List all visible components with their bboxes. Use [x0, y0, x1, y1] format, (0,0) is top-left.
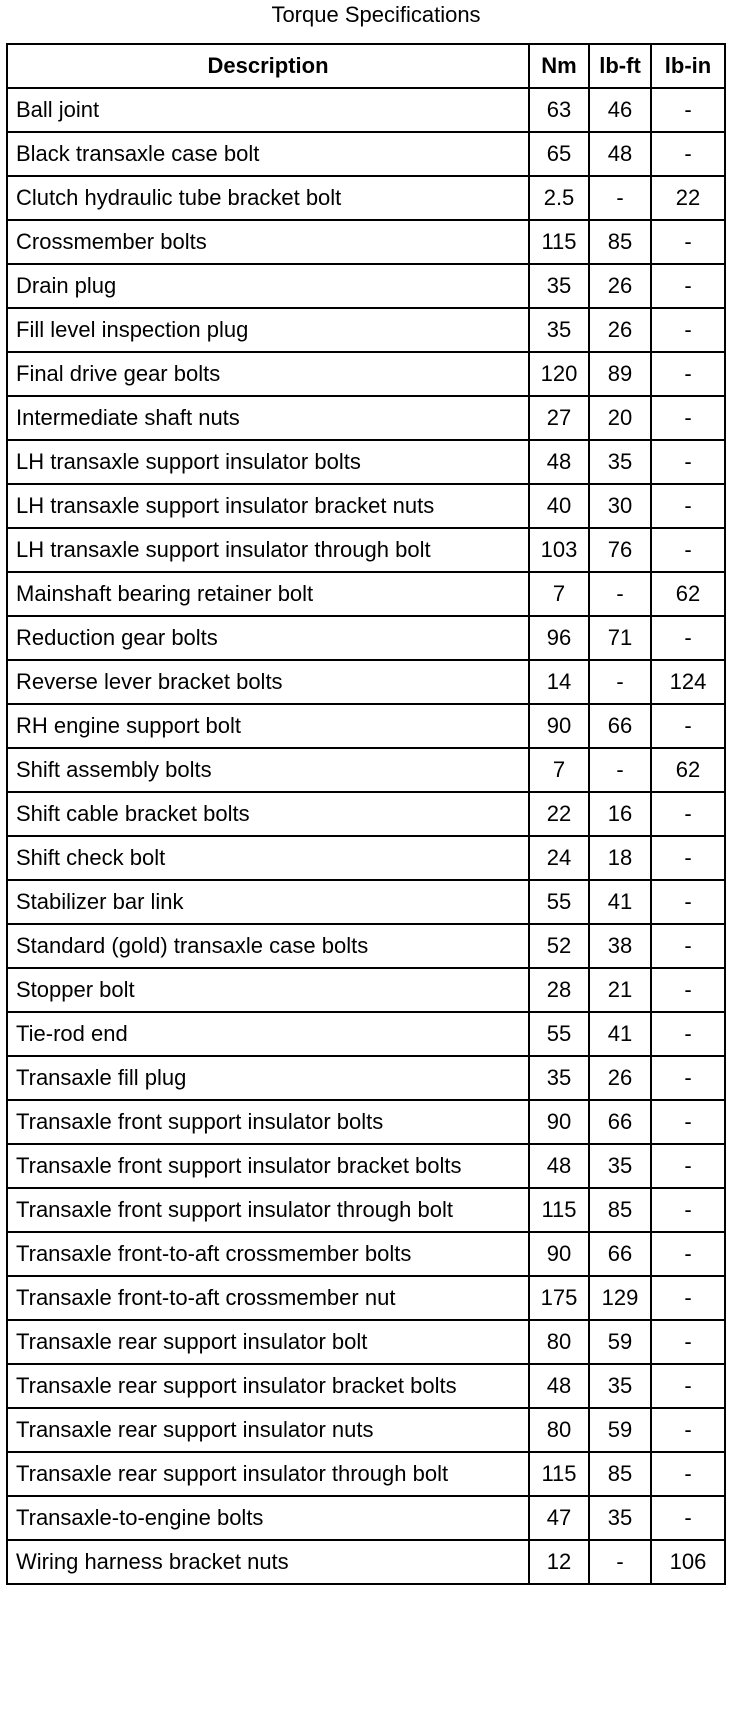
table-row — [7, 836, 725, 880]
table-row — [7, 484, 725, 528]
cell-nm: 65 — [529, 132, 589, 176]
cell-description: Transaxle front support insulator bolts — [7, 1100, 529, 1144]
column-header-lbft: lb-ft — [589, 44, 651, 88]
table-row — [7, 1100, 725, 1144]
cell-description: Transaxle rear support insulator bracket bolts — [7, 1364, 529, 1408]
cell-description: RH engine support bolt — [7, 704, 529, 748]
cell-lbin: 106 — [651, 1540, 725, 1584]
cell-nm: 7 — [529, 748, 589, 792]
table-row — [7, 1496, 725, 1540]
cell-lbin: - — [651, 616, 725, 660]
cell-lbin: - — [651, 264, 725, 308]
cell-lbft: 35 — [589, 440, 651, 484]
cell-description: Tie-rod end — [7, 1012, 529, 1056]
cell-lbin: - — [651, 1276, 725, 1320]
cell-description: Clutch hydraulic tube bracket bolt — [7, 176, 529, 220]
cell-lbft: 30 — [589, 484, 651, 528]
cell-lbin: - — [651, 528, 725, 572]
cell-nm: 40 — [529, 484, 589, 528]
table-row — [7, 528, 725, 572]
cell-lbin: 22 — [651, 176, 725, 220]
cell-lbin: - — [651, 88, 725, 132]
cell-lbft: 35 — [589, 1144, 651, 1188]
cell-lbin: - — [651, 836, 725, 880]
cell-lbft: 38 — [589, 924, 651, 968]
cell-lbin: 124 — [651, 660, 725, 704]
cell-nm: 7 — [529, 572, 589, 616]
cell-nm: 14 — [529, 660, 589, 704]
cell-description: Transaxle front-to-aft crossmember bolts — [7, 1232, 529, 1276]
cell-lbin: - — [651, 1320, 725, 1364]
table-row — [7, 1408, 725, 1452]
cell-lbin: - — [651, 1232, 725, 1276]
cell-lbft: 66 — [589, 1232, 651, 1276]
table-row — [7, 572, 725, 616]
cell-lbft: 41 — [589, 880, 651, 924]
cell-nm: 90 — [529, 704, 589, 748]
cell-description: Shift cable bracket bolts — [7, 792, 529, 836]
cell-lbin: - — [651, 308, 725, 352]
cell-description: Drain plug — [7, 264, 529, 308]
cell-nm: 35 — [529, 1056, 589, 1100]
cell-lbft: 85 — [589, 1452, 651, 1496]
table-row — [7, 748, 725, 792]
table-row — [7, 1056, 725, 1100]
cell-lbin: - — [651, 1012, 725, 1056]
cell-lbft: 59 — [589, 1408, 651, 1452]
cell-lbft: 85 — [589, 220, 651, 264]
table-row — [7, 880, 725, 924]
cell-lbft: 48 — [589, 132, 651, 176]
table-row — [7, 968, 725, 1012]
cell-lbft: 66 — [589, 704, 651, 748]
cell-lbin: - — [651, 1188, 725, 1232]
cell-nm: 22 — [529, 792, 589, 836]
cell-description: LH transaxle support insulator through bolt — [7, 528, 529, 572]
cell-description: Intermediate shaft nuts — [7, 396, 529, 440]
cell-nm: 47 — [529, 1496, 589, 1540]
cell-description: Transaxle front support insulator bracket bolts — [7, 1144, 529, 1188]
cell-nm: 52 — [529, 924, 589, 968]
table-row — [7, 352, 725, 396]
cell-nm: 115 — [529, 1188, 589, 1232]
cell-lbft: 20 — [589, 396, 651, 440]
cell-description: Transaxle rear support insulator bolt — [7, 1320, 529, 1364]
cell-description: Standard (gold) transaxle case bolts — [7, 924, 529, 968]
cell-lbft: 26 — [589, 1056, 651, 1100]
cell-description: Stabilizer bar link — [7, 880, 529, 924]
cell-lbin: - — [651, 1100, 725, 1144]
table-row — [7, 1232, 725, 1276]
table-row — [7, 220, 725, 264]
table-row — [7, 792, 725, 836]
cell-nm: 96 — [529, 616, 589, 660]
cell-nm: 48 — [529, 1364, 589, 1408]
cell-nm: 55 — [529, 1012, 589, 1056]
cell-description: Transaxle front support insulator through bolt — [7, 1188, 529, 1232]
cell-lbft: 16 — [589, 792, 651, 836]
cell-description: Transaxle front-to-aft crossmember nut — [7, 1276, 529, 1320]
cell-description: Final drive gear bolts — [7, 352, 529, 396]
table-body — [7, 88, 725, 1584]
cell-lbin: - — [651, 220, 725, 264]
cell-lbft: 26 — [589, 308, 651, 352]
cell-lbin: - — [651, 1452, 725, 1496]
cell-nm: 35 — [529, 264, 589, 308]
cell-lbin: - — [651, 792, 725, 836]
cell-lbft: 21 — [589, 968, 651, 1012]
table-row — [7, 1320, 725, 1364]
cell-description: Wiring harness bracket nuts — [7, 1540, 529, 1584]
cell-nm: 90 — [529, 1100, 589, 1144]
cell-nm: 27 — [529, 396, 589, 440]
cell-lbft: 18 — [589, 836, 651, 880]
header-row — [7, 44, 725, 88]
table-row — [7, 1364, 725, 1408]
table-row — [7, 1452, 725, 1496]
cell-lbft: 129 — [589, 1276, 651, 1320]
table-row — [7, 176, 725, 220]
cell-lbft: 46 — [589, 88, 651, 132]
cell-nm: 28 — [529, 968, 589, 1012]
table-row — [7, 132, 725, 176]
cell-description: LH transaxle support insulator bolts — [7, 440, 529, 484]
column-header-lbin: lb-in — [651, 44, 725, 88]
cell-description: Stopper bolt — [7, 968, 529, 1012]
column-header-description: Description — [7, 44, 529, 88]
cell-lbft: 35 — [589, 1496, 651, 1540]
cell-lbin: - — [651, 1496, 725, 1540]
cell-lbft: 26 — [589, 264, 651, 308]
cell-nm: 80 — [529, 1408, 589, 1452]
cell-lbin: - — [651, 924, 725, 968]
cell-lbft: 35 — [589, 1364, 651, 1408]
cell-lbin: - — [651, 1364, 725, 1408]
table-row — [7, 1188, 725, 1232]
cell-description: Shift assembly bolts — [7, 748, 529, 792]
cell-lbin: 62 — [651, 748, 725, 792]
cell-lbft: 59 — [589, 1320, 651, 1364]
cell-lbft: - — [589, 1540, 651, 1584]
cell-lbft: 66 — [589, 1100, 651, 1144]
cell-description: Transaxle rear support insulator through bolt — [7, 1452, 529, 1496]
cell-lbin: - — [651, 396, 725, 440]
cell-lbft: - — [589, 660, 651, 704]
cell-lbin: - — [651, 704, 725, 748]
cell-nm: 35 — [529, 308, 589, 352]
cell-nm: 115 — [529, 1452, 589, 1496]
table-row — [7, 1540, 725, 1584]
table-row — [7, 704, 725, 748]
table-row — [7, 264, 725, 308]
table-row — [7, 924, 725, 968]
table-row — [7, 88, 725, 132]
cell-lbft: 71 — [589, 616, 651, 660]
cell-description: Fill level inspection plug — [7, 308, 529, 352]
table-row — [7, 1012, 725, 1056]
cell-nm: 12 — [529, 1540, 589, 1584]
cell-lbin: - — [651, 1056, 725, 1100]
cell-lbin: - — [651, 1408, 725, 1452]
cell-nm: 80 — [529, 1320, 589, 1364]
cell-lbin: - — [651, 880, 725, 924]
table-row — [7, 440, 725, 484]
cell-lbft: 41 — [589, 1012, 651, 1056]
cell-description: Reverse lever bracket bolts — [7, 660, 529, 704]
column-header-nm: Nm — [529, 44, 589, 88]
cell-nm: 48 — [529, 440, 589, 484]
cell-nm: 24 — [529, 836, 589, 880]
cell-nm: 2.5 — [529, 176, 589, 220]
cell-lbin: - — [651, 1144, 725, 1188]
cell-description: Crossmember bolts — [7, 220, 529, 264]
cell-lbft: 85 — [589, 1188, 651, 1232]
cell-nm: 55 — [529, 880, 589, 924]
cell-nm: 120 — [529, 352, 589, 396]
table-row — [7, 616, 725, 660]
cell-lbft: - — [589, 176, 651, 220]
cell-nm: 48 — [529, 1144, 589, 1188]
cell-lbft: - — [589, 748, 651, 792]
table-row — [7, 396, 725, 440]
cell-lbin: - — [651, 132, 725, 176]
table-row — [7, 1144, 725, 1188]
cell-description: Transaxle-to-engine bolts — [7, 1496, 529, 1540]
cell-lbin: - — [651, 968, 725, 1012]
cell-lbft: 76 — [589, 528, 651, 572]
cell-description: Shift check bolt — [7, 836, 529, 880]
page-title: Torque Specifications — [271, 2, 481, 27]
cell-description: Transaxle fill plug — [7, 1056, 529, 1100]
cell-description: Transaxle rear support insulator nuts — [7, 1408, 529, 1452]
table-row — [7, 660, 725, 704]
table-row — [7, 308, 725, 352]
cell-nm: 90 — [529, 1232, 589, 1276]
cell-description: Mainshaft bearing retainer bolt — [7, 572, 529, 616]
cell-lbft: - — [589, 572, 651, 616]
cell-description: Reduction gear bolts — [7, 616, 529, 660]
cell-nm: 63 — [529, 88, 589, 132]
cell-nm: 175 — [529, 1276, 589, 1320]
cell-description: Ball joint — [7, 88, 529, 132]
cell-description: LH transaxle support insulator bracket nuts — [7, 484, 529, 528]
cell-lbin: - — [651, 484, 725, 528]
table-row — [7, 1276, 725, 1320]
cell-nm: 103 — [529, 528, 589, 572]
cell-description: Black transaxle case bolt — [7, 132, 529, 176]
cell-lbft: 89 — [589, 352, 651, 396]
cell-lbin: - — [651, 440, 725, 484]
cell-lbin: 62 — [651, 572, 725, 616]
cell-lbin: - — [651, 352, 725, 396]
torque-specifications-table — [6, 43, 726, 1585]
cell-nm: 115 — [529, 220, 589, 264]
